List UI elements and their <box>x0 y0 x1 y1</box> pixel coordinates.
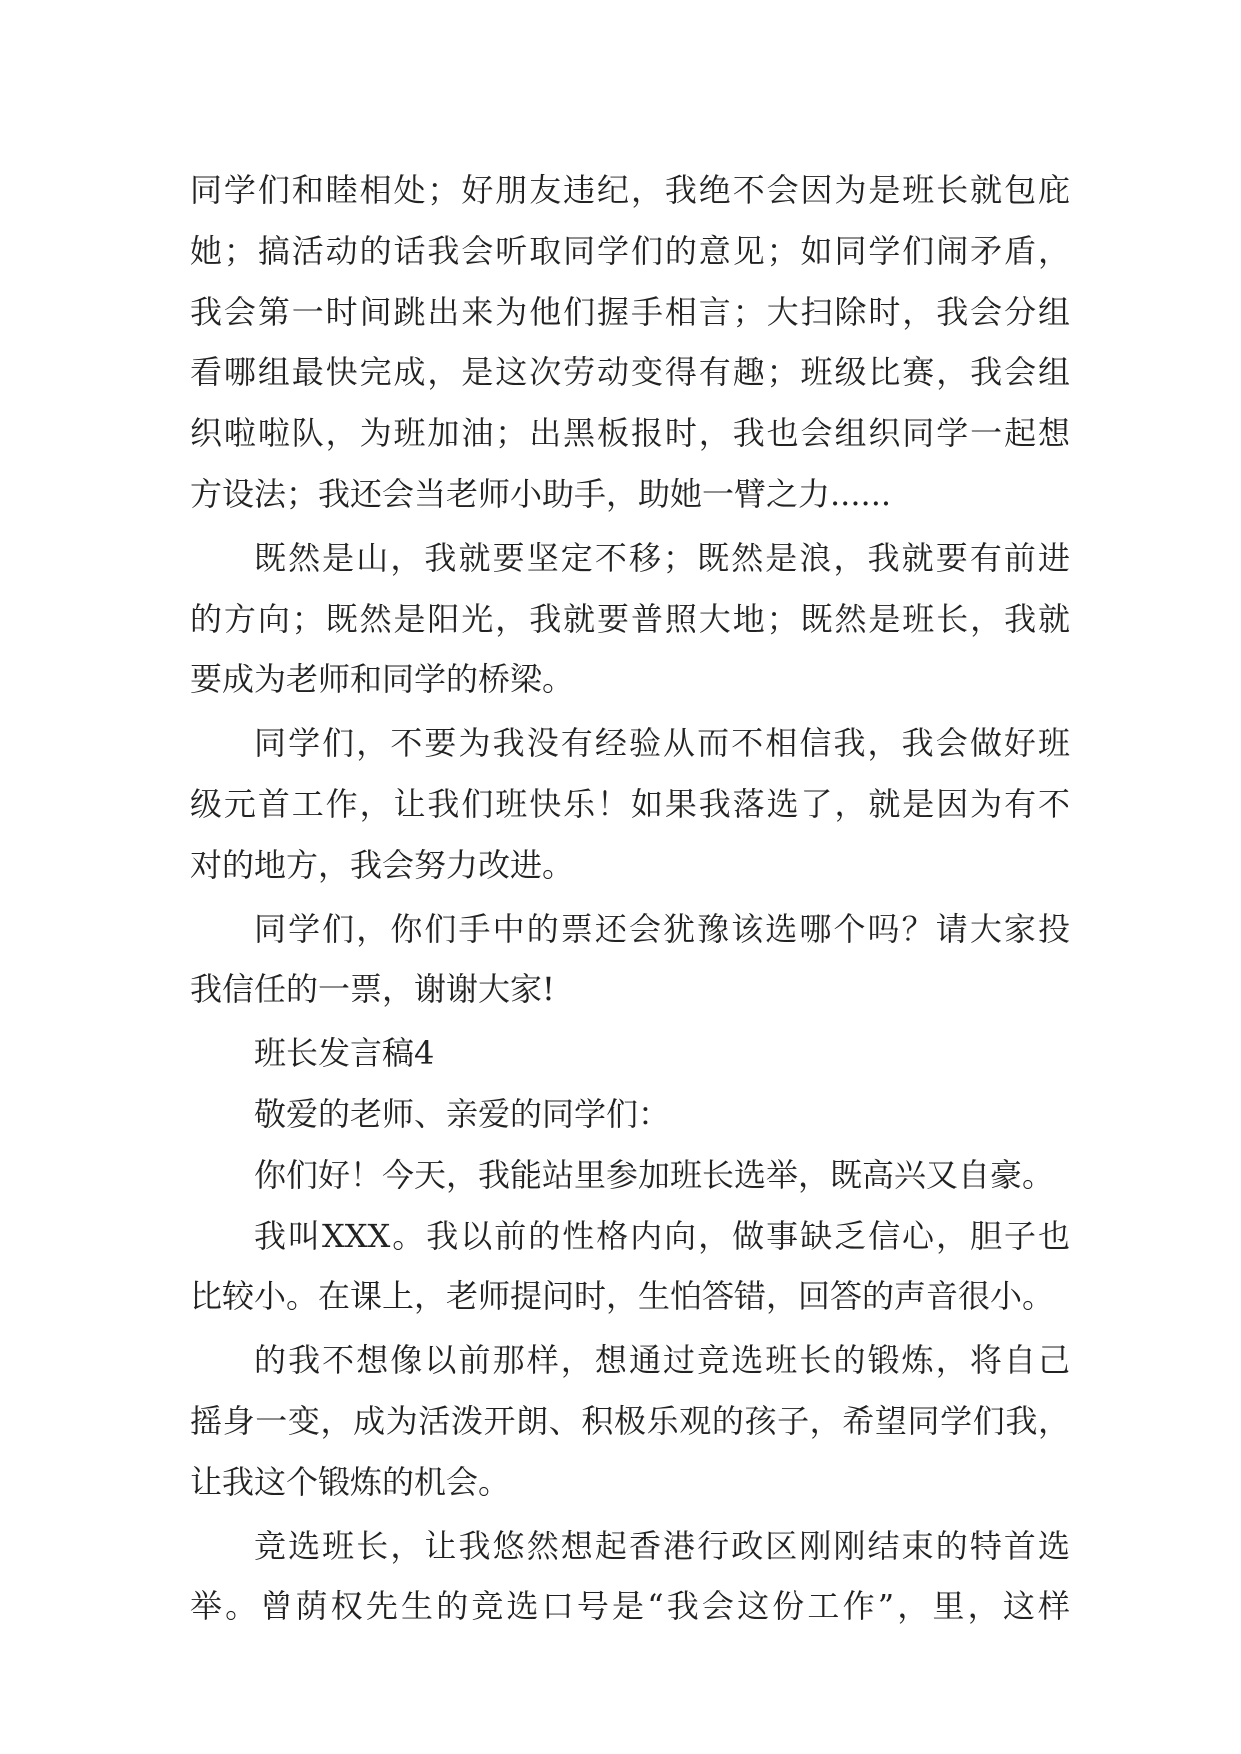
paragraph-first-line: 同学们，不要为我没有经验从而不相信我，我会做好班 <box>254 724 1070 763</box>
text-line: 的方向；既然是阳光，我就要普照大地；既然是班长，我就 <box>190 599 1070 638</box>
text-line: 看哪组最快完成，是这次劳动变得有趣；班级比赛，我会组 <box>190 353 1070 392</box>
text-line: 要成为老师和同学的桥梁。 <box>190 660 575 699</box>
text-line: 让我这个锻炼的机会。 <box>190 1462 511 1501</box>
text-line: 摇身一变，成为活泼开朗、积极乐观的孩子，希望同学们我， <box>190 1401 1070 1440</box>
text-line: 方设法；我还会当老师小助手，助她一臂之力...... <box>190 474 892 513</box>
paragraph-first-line: 的我不想像以前那样，想通过竞选班长的锻炼，将自己 <box>254 1341 1070 1380</box>
text-line: 我会第一时间跳出来为他们握手相言；大扫除时，我会分组 <box>190 292 1070 331</box>
text-line: 同学们和睦相处；好朋友违纪，我绝不会因为是班长就包庇 <box>190 171 1070 209</box>
text-line: 级元首工作，让我们班快乐！如果我落选了，就是因为有不 <box>190 784 1070 823</box>
text-line: 织啦啦队，为班加油；出黑板报时，我也会组织同学一起想 <box>190 414 1070 453</box>
paragraph-first-line: 我叫XXX。我以前的性格内向，做事缺乏信心，胆子也 <box>254 1216 1070 1255</box>
text-line: 我信任的一票，谢谢大家! <box>190 970 555 1009</box>
paragraph-first-line: 同学们，你们手中的票还会犹豫该选哪个吗？请大家投 <box>254 909 1070 948</box>
salutation: 敬爱的老师、亲爱的同学们： <box>254 1094 671 1133</box>
text-line: 对的地方，我会努力改进。 <box>190 845 575 884</box>
paragraph-first-line: 你们好！今天，我能站里参加班长选举，既高兴又自豪。 <box>254 1155 1055 1194</box>
text-line: 比较小。在课上，老师提问时，生怕答错，回答的声音很小。 <box>190 1277 1055 1316</box>
document-body <box>190 160 1070 1637</box>
section-heading: 班长发言稿4 <box>254 1034 435 1073</box>
text-line: 她；搞活动的话我会听取同学们的意见；如同学们闹矛盾， <box>190 231 1070 270</box>
text-line: 举。曾荫权先生的竞选口号是“我会这份工作”，里，这样 <box>190 1587 1070 1626</box>
paragraph-first-line: 竞选班长，让我悠然想起香港行政区刚刚结束的特首选 <box>254 1526 1070 1565</box>
paragraph-first-line: 既然是山，我就要坚定不移；既然是浪，我就要有前进 <box>254 538 1070 577</box>
